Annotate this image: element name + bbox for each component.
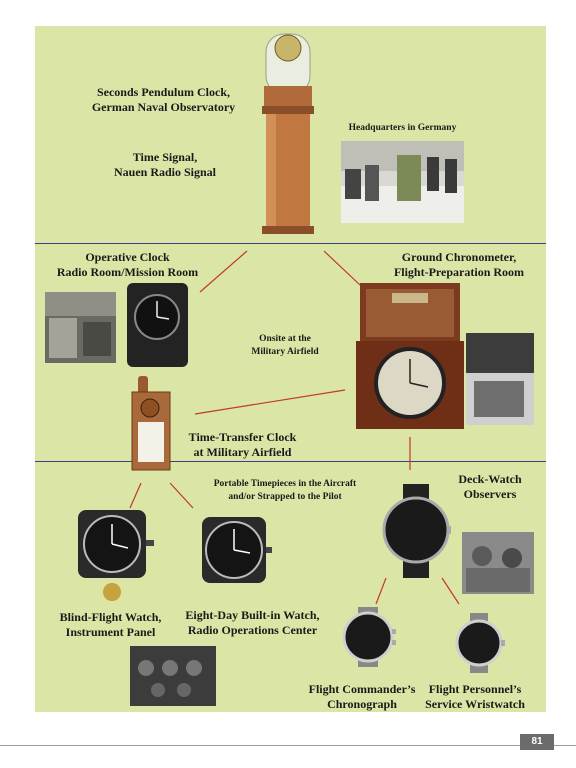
blind-flight-watch-image <box>78 508 154 604</box>
radio-room-photo <box>45 292 116 363</box>
flight-commander-chronograph-label: Flight Commander’s Chronograph <box>308 682 416 711</box>
blind-flight-watch-label: Blind-Flight Watch, Instrument Panel <box>59 610 162 639</box>
pendulum-clock-label: Seconds Pendulum Clock, German Naval Observatory <box>91 85 236 114</box>
observers-photo <box>462 532 534 594</box>
ground-chronometer-image <box>356 283 464 429</box>
headquarters-label: Headquarters in Germany <box>348 123 457 133</box>
operative-clock-label: Operative Clock Radio Room/Mission Room <box>56 250 199 279</box>
flight-personnel-wristwatch-label: Flight Personnel’s Service Wristwatch <box>425 682 525 711</box>
pilot-photo <box>466 333 534 425</box>
headquarters-photo <box>341 141 464 223</box>
page-number: 81 <box>520 734 554 750</box>
deck-watch-label: Deck-Watch Observers <box>458 472 522 501</box>
portable-timepieces-label: Portable Timepieces in the Aircraft and/or Strapped to the Pilot <box>213 479 357 502</box>
eight-day-watch-image <box>202 517 272 587</box>
onsite-label: Onsite at the Military Airfield <box>251 334 319 357</box>
section-divider-bottom <box>35 461 546 462</box>
ground-chronometer-label: Ground Chronometer, Flight-Preparation Room <box>393 250 525 279</box>
cockpit-photo <box>130 646 216 706</box>
section-divider-top <box>35 243 546 244</box>
chronograph-image <box>340 607 396 667</box>
time-transfer-clock-image <box>128 376 174 472</box>
eight-day-watch-label: Eight-Day Built-in Watch, Radio Operations Center <box>185 608 320 637</box>
footer-rule <box>0 745 576 746</box>
time-transfer-clock-label: Time-Transfer Clock at Military Airfield <box>188 430 297 459</box>
deck-watch-image <box>381 484 451 578</box>
pendulum-clock-image <box>258 28 318 238</box>
time-signal-label: Time Signal, Nauen Radio Signal <box>113 150 217 179</box>
service-wristwatch-image <box>452 613 506 673</box>
operative-clock-image <box>127 283 188 367</box>
